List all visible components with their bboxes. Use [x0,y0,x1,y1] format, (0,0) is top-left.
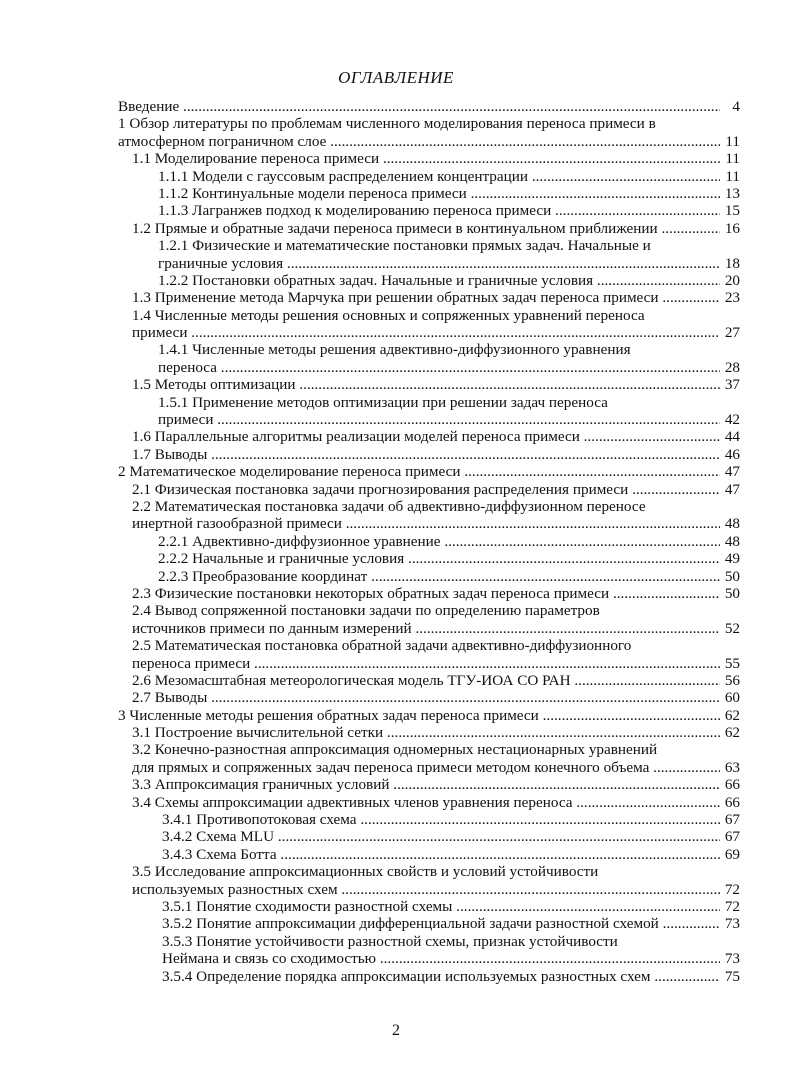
toc-entry-text: 1.1 Моделирование переноса примеси ..... [132,150,740,167]
toc-entry-text: 1 Обзор литературы по проблемам численного моделирования переноса примеси в [118,115,656,133]
toc-entry-text: 2.7 Выводы ..... [132,689,740,706]
toc-entry-page: 28 [720,359,740,376]
toc-entry-text: инертной газообразной примеси ..... [132,515,740,532]
toc-entry[interactable] [118,950,740,967]
toc-entry[interactable] [118,428,740,445]
toc-entry-text: 2.2.3 Преобразование координат ..... [158,568,740,585]
toc-entry-text: примеси ..... [132,324,740,341]
toc-entry-text: 1.1.2 Континуальные модели переноса примеси ..... [158,185,740,202]
toc-entry-text: 1.1.3 Лагранжев подход к моделированию переноса примеси ..... [158,202,740,219]
toc-entry-page: 47 [720,463,740,480]
toc-entry[interactable] [118,185,740,202]
toc-entry[interactable] [118,359,740,376]
toc-entry-page: 47 [720,481,740,498]
toc-entry[interactable] [118,481,740,498]
toc-entry-page: 13 [720,185,740,202]
toc-entry[interactable] [118,446,740,463]
toc-entry-page: 48 [720,515,740,532]
toc-entry[interactable] [118,672,740,689]
toc-entry-text: 3.5.4 Определение порядка аппроксимации используемых разностных схем ..... [162,968,740,985]
toc-entry[interactable] [118,881,740,898]
toc-entry-page: 4 [720,98,740,115]
toc-entry-text: 1.2 Прямые и обратные задачи переноса примеси в континуальном приближении ..... [132,220,740,237]
toc-entry-text: для прямых и сопряженных задач переноса примеси методом конечного объема ..... [132,759,740,776]
toc-entry[interactable] [118,341,740,358]
toc-entry-text: 1.1.1 Модели с гауссовым распределением концентрации ..... [158,168,740,185]
toc-entry-page: 66 [720,776,740,793]
toc-entry-text: 3.5.3 Понятие устойчивости разностной схемы, признак устойчивости [162,932,618,950]
toc-entry-text: 2.1 Физическая постановка задачи прогнозирования распределения примеси ..... [132,481,740,498]
toc-entry-text: 2.2.2 Начальные и граничные условия ..... [158,550,740,567]
toc-entry-text: Введение ..... [118,98,740,115]
toc-entry-text: 3.4.1 Противопотоковая схема ..... [162,811,740,828]
toc-entry-text: примеси ..... [158,411,740,428]
toc-entry-page: 23 [720,289,740,306]
toc-entry-page: 62 [720,707,740,724]
toc-entry[interactable] [118,968,740,985]
toc-entry-page: 20 [720,272,740,289]
toc-entry[interactable] [118,724,740,741]
toc-entry[interactable] [118,550,740,567]
toc-entry[interactable] [118,637,740,654]
toc-entry-text: переноса примеси ..... [132,655,740,672]
toc-entry[interactable] [118,568,740,585]
toc-entry-text: 2.4 Вывод сопряженной постановки задачи по определению параметров [132,602,600,620]
toc-entry-text: 2.2 Математическая постановка задачи об адвективно-диффузионном переносе [132,497,646,515]
toc-entry-page: 16 [720,220,740,237]
toc-entry-text: 3.3 Аппроксимация граничных условий ..... [132,776,740,793]
toc-entry-page: 48 [720,533,740,550]
toc-entry-page: 73 [720,950,740,967]
toc-entry[interactable] [118,411,740,428]
toc-entry[interactable] [118,463,740,480]
toc-entry[interactable] [118,394,740,411]
toc-entry-page: 18 [720,255,740,272]
toc-entry-text: 1.4.1 Численные методы решения адвективно-диффузионного уравнения [158,341,631,359]
toc-entry[interactable] [118,585,740,602]
toc-entry-text: 3.5 Исследование аппроксимационных свойств и условий устойчивости [132,863,599,881]
toc-entry-page: 67 [720,828,740,845]
toc-entry-page: 11 [720,168,740,185]
toc-entry[interactable] [118,898,740,915]
toc-entry[interactable] [118,168,740,185]
toc-entry-page: 11 [720,133,740,150]
toc-entry[interactable] [118,150,740,167]
toc-entry[interactable] [118,846,740,863]
toc-entry[interactable] [118,307,740,324]
toc-entry-page: 73 [720,915,740,932]
toc-entry-page: 67 [720,811,740,828]
toc-entry[interactable] [118,115,740,132]
toc-entry[interactable] [118,220,740,237]
toc-entry[interactable] [118,272,740,289]
toc-entry[interactable] [118,620,740,637]
toc-entry[interactable] [118,828,740,845]
toc-entry-page: 75 [720,968,740,985]
toc-entry-text: 2.5 Математическая постановка обратной задачи адвективно-диффузионного [132,637,632,655]
toc-entry[interactable] [118,515,740,532]
toc-entry[interactable] [118,255,740,272]
toc-entry-text: 1.3 Применение метода Марчука при решении обратных задач переноса примеси ..... [132,289,740,306]
page-number: 2 [392,1022,400,1039]
toc-entry-text: 1.5.1 Применение методов оптимизации при решении задач переноса [158,393,608,411]
toc-entry-text: переноса ..... [158,359,740,376]
toc-entry-page: 69 [720,846,740,863]
toc-entry-page: 15 [720,202,740,219]
toc-entry[interactable] [118,237,740,254]
toc-entry[interactable] [118,289,740,306]
toc-entry-text: 2.3 Физические постановки некоторых обратных задач переноса примеси ..... [132,585,740,602]
toc-entry-page: 50 [720,585,740,602]
toc-entry-text: 3.4.3 Схема Ботта ..... [162,846,740,863]
toc-entry[interactable] [118,689,740,706]
toc-entry-text: используемых разностных схем ..... [132,881,740,898]
toc-entry-text: 3 Численные методы решения обратных задач переноса примеси ..... [118,707,740,724]
toc-entry-text: 3.1 Построение вычислительной сетки ..... [132,724,740,741]
toc-entry[interactable] [118,915,740,932]
toc-entry[interactable] [118,863,740,880]
toc-entry-page: 56 [720,672,740,689]
toc-entry-page: 46 [720,446,740,463]
toc-entry-page: 37 [720,376,740,393]
toc-entry[interactable] [118,376,740,393]
toc-entry-page: 66 [720,794,740,811]
toc-entry[interactable] [118,811,740,828]
toc-entry-page: 72 [720,898,740,915]
toc-entry-text: 1.2.2 Постановки обратных задач. Начальные и граничные условия ..... [158,272,740,289]
toc-entry-text: Неймана и связь со сходимостью ..... [162,950,740,967]
toc-entry-text: 1.6 Параллельные алгоритмы реализации моделей переноса примеси ..... [132,428,740,445]
toc-entry-page: 42 [720,411,740,428]
toc-entry-page: 27 [720,324,740,341]
toc-entry-text: 1.2.1 Физические и математические постановки прямых задач. Начальные и [158,237,651,255]
toc-entry[interactable] [118,933,740,950]
toc-entry-page: 50 [720,568,740,585]
toc-entry[interactable] [118,533,740,550]
toc-entry[interactable] [118,759,740,776]
toc-entry-text: 3.4 Схемы аппроксимации адвективных членов уравнения переноса ..... [132,794,740,811]
toc-entry[interactable] [118,707,740,724]
toc-entry-page: 52 [720,620,740,637]
toc-entry[interactable] [118,202,740,219]
toc-entry-text: источников примеси по данным измерений ..... [132,620,740,637]
toc-entry-text: 2 Математическое моделирование переноса примеси ..... [118,463,740,480]
toc-entry-page: 60 [720,689,740,706]
toc-entry-text: 3.4.2 Схема MLU ..... [162,828,740,845]
toc-entry-page: 62 [720,724,740,741]
toc-entry-page: 55 [720,655,740,672]
toc-entry-page: 63 [720,759,740,776]
toc-entry-text: 3.2 Конечно-разностная аппроксимация одномерных нестационарных уравнений [132,741,658,759]
toc-entry-page: 49 [720,550,740,567]
toc-entry-text: 1.7 Выводы ..... [132,446,740,463]
toc-entry-text: 2.2.1 Адвективно-диффузионное уравнение ..... [158,533,740,550]
toc-entry[interactable] [118,776,740,793]
toc-entry-text: атмосферном пограничном слое ..... [118,133,740,150]
toc-entry[interactable] [118,741,740,758]
toc-entry-text: 1.5 Методы оптимизации ..... [132,376,740,393]
toc-entry[interactable] [118,655,740,672]
toc-entry-page: 11 [720,150,740,167]
toc-entry[interactable] [118,794,740,811]
toc-entry-text: 3.5.2 Понятие аппроксимации дифференциальной задачи разностной схемой ..... [162,915,740,932]
toc-entry[interactable] [118,498,740,515]
toc-entry[interactable] [118,324,740,341]
table-of-contents [118,98,740,985]
toc-entry-text: 1.4 Численные методы решения основных и сопряженных уравнений переноса [132,306,645,324]
toc-entry-page: 72 [720,881,740,898]
toc-entry[interactable] [118,98,740,115]
toc-entry-text: 2.6 Мезомасштабная метеорологическая модель ТГУ-ИОА СО РАН ..... [132,672,740,689]
toc-entry-page: 44 [720,428,740,445]
page-title: ОГЛАВЛЕНИЕ [338,68,454,87]
toc-entry[interactable] [118,133,740,150]
toc-entry-text: граничные условия ..... [158,255,740,272]
toc-entry[interactable] [118,602,740,619]
toc-entry-text: 3.5.1 Понятие сходимости разностной схемы ..... [162,898,740,915]
